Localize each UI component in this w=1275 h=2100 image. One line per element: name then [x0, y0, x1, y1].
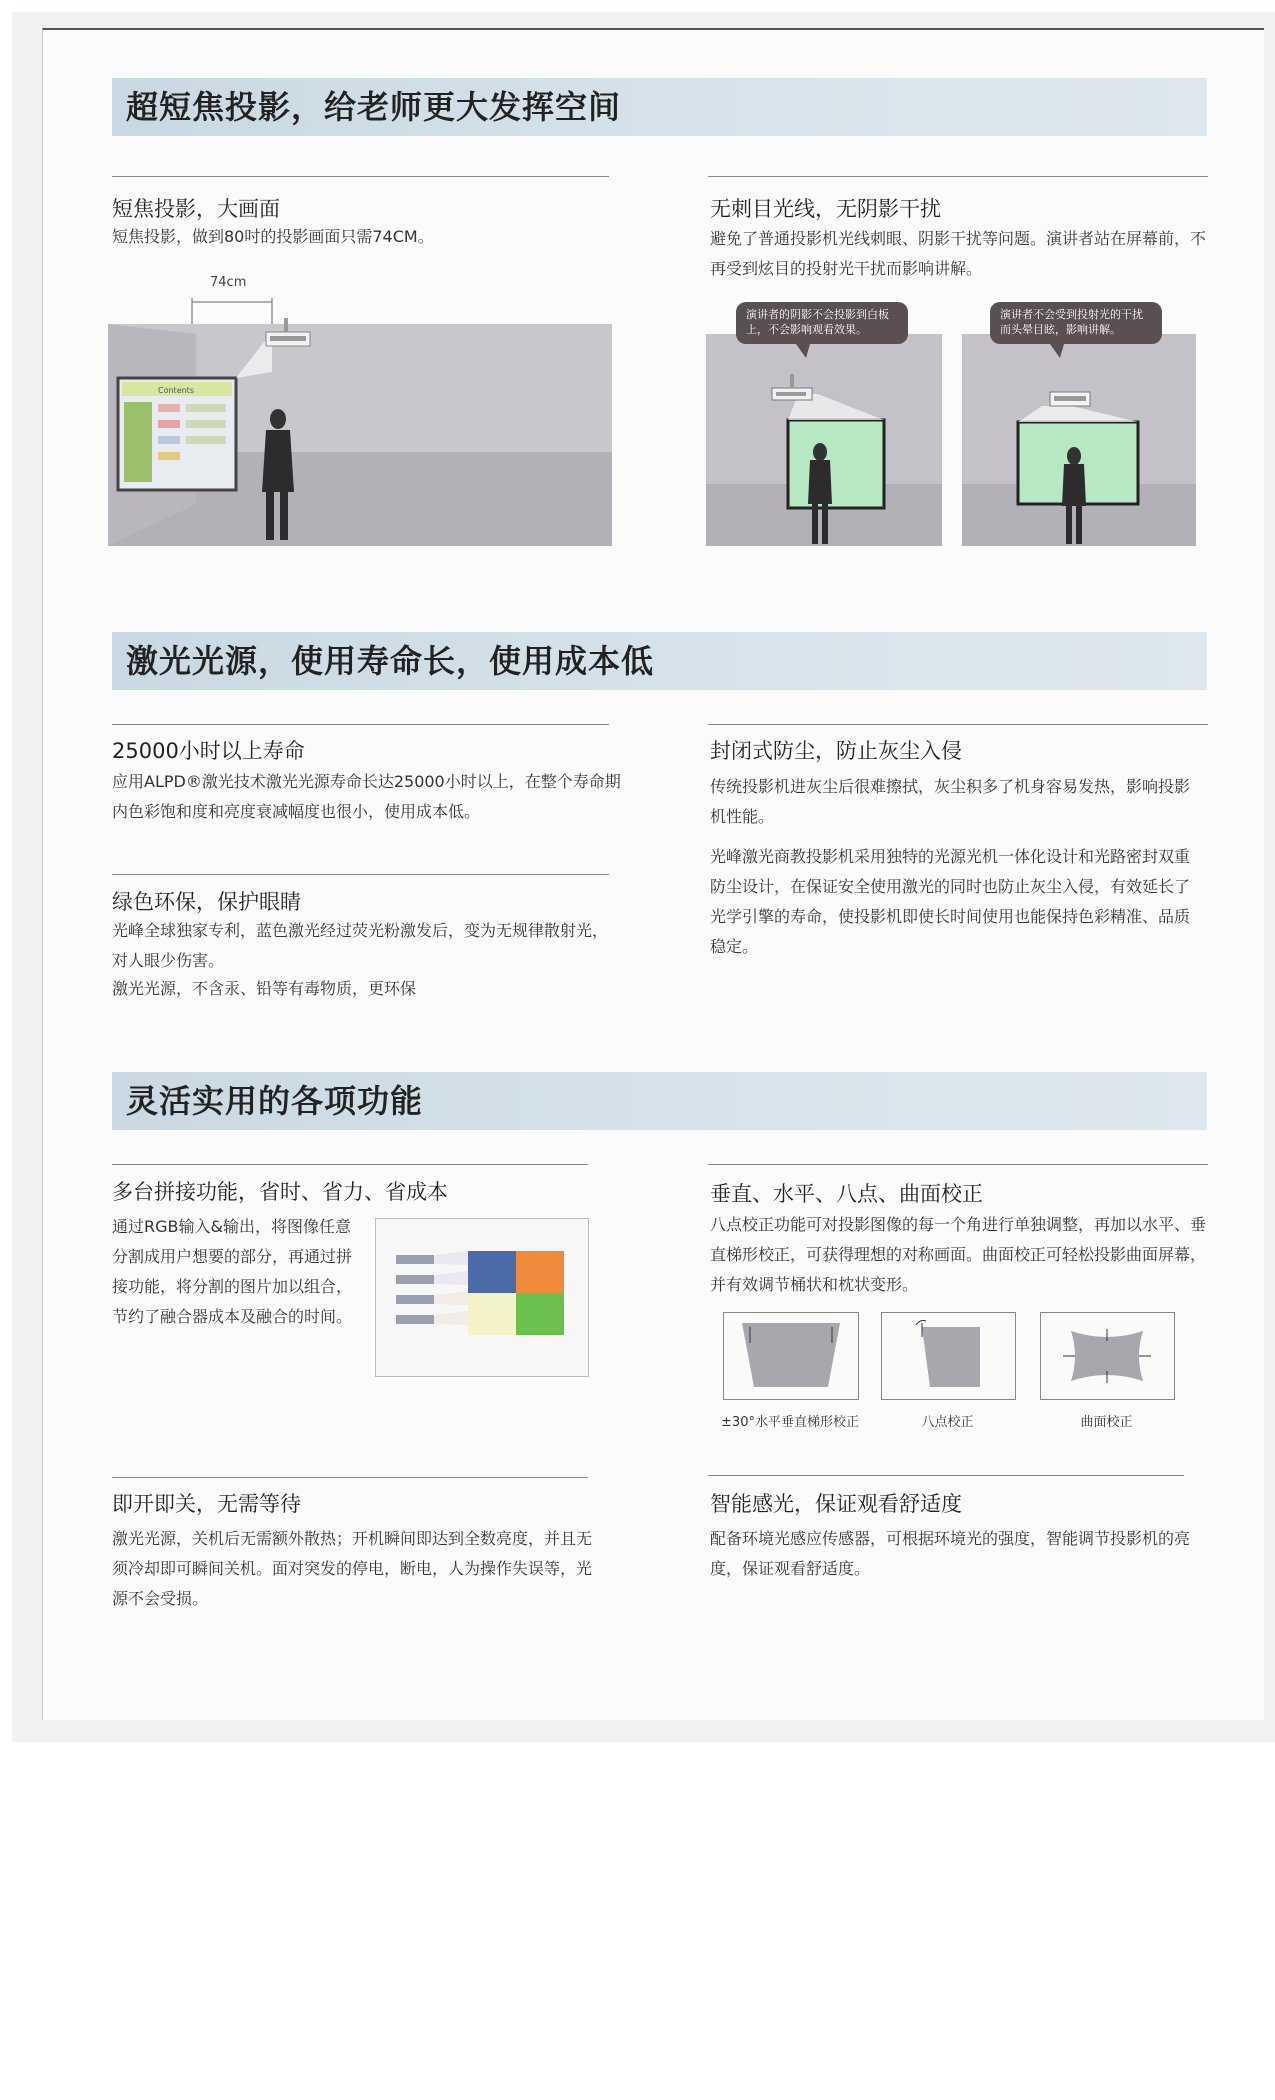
stitching-illustration — [375, 1218, 589, 1377]
stitching-text: 通过RGB输入&输出，将图像任意分割成用户想要的部分，再通过拼接功能，将分割的图片加以组合，节约了融合器成本及融合的时间。 — [112, 1217, 353, 1326]
section2-header — [112, 632, 1207, 690]
section1-title: 超短焦投影，给老师更大发挥空间 — [126, 88, 622, 126]
curved-caption: 曲面校正 — [1080, 1415, 1133, 1430]
curved-correction-illustration — [1040, 1312, 1175, 1400]
divider — [708, 1475, 1184, 1476]
lifespan-subtitle: 25000小时以上寿命 — [112, 739, 305, 763]
stitching-subtitle: 多台拼接功能，省时、省力、省成本 — [112, 1180, 448, 1204]
eco-subtitle: 绿色环保，保护眼睛 — [112, 890, 301, 914]
no-glare-subtitle: 无刺目光线，无阴影干扰 — [710, 197, 941, 221]
divider — [708, 176, 1208, 177]
keystone-correction-illustration — [723, 1312, 859, 1400]
keystone-caption: ±30°水平垂直梯形校正 — [721, 1415, 859, 1430]
eight-point-caption: 八点校正 — [921, 1415, 974, 1430]
dustproof-subtitle: 封闭式防尘，防止灰尘入侵 — [710, 739, 962, 763]
divider — [708, 1164, 1208, 1165]
short-throw-illustration — [106, 272, 612, 548]
dimension-label: 74cm — [210, 275, 247, 290]
correction-text: 八点校正功能可对投影图像的每一个角进行单独调整，再加以水平、垂直梯形校正，可获得理想的对称画面。曲面校正可轻松投影曲面屏幕，并有效调节桶状和枕状变形。 — [710, 1215, 1207, 1294]
no-shadow-illustration — [706, 334, 942, 546]
dustproof-text: 传统投影机进灰尘后很难擦拭，灰尘积多了机身容易发热，影响投影机性能。 — [710, 777, 1191, 826]
eco-text: 光峰全球独家专利，蓝色激光经过荧光粉激发后，变为无规律散射光，对人眼少伤害。 — [112, 921, 609, 970]
divider — [112, 874, 609, 875]
instant-on-subtitle: 即开即关，无需等待 — [112, 1492, 301, 1516]
no-shadow-callout: 演讲者的阴影不会投影到白板上，不会影响观看效果。 — [736, 302, 908, 344]
divider — [112, 176, 609, 177]
dustproof-text-2: 光峰激光商教投影机采用独特的光源光机一体化设计和光路密封双重防尘设计，在保证安全使用激光的同时也防止灰尘入侵，有效延长了光学引擎的寿命，使投影机即使长时间使用也能保持色彩精准、品质稳定。 — [710, 847, 1191, 956]
instant-on-text: 激光光源，关机后无需额外散热；开机瞬间即达到全数亮度，并且无须冷却即可瞬间关机。面对突发的停电，断电，人为操作失误等，光源不会受损。 — [112, 1529, 593, 1608]
lifespan-text: 应用ALPD®激光技术激光光源寿命长达25000小时以上，在整个寿命期内色彩饱和度和亮度衰减幅度也很小，使用成本低。 — [112, 772, 621, 821]
divider — [112, 724, 609, 725]
eco-text-2: 激光光源，不含汞、铅等有毒物质，更环保 — [112, 979, 417, 998]
section3-header — [112, 1072, 1207, 1130]
correction-subtitle: 垂直、水平、八点、曲面校正 — [710, 1182, 983, 1206]
short-throw-subtitle: 短焦投影，大画面 — [112, 197, 280, 221]
divider — [112, 1477, 588, 1478]
divider — [708, 724, 1208, 725]
no-glare-text: 避免了普通投影机光线刺眼、阴影干扰等问题。演讲者站在屏幕前，不再受到炫目的投射光干扰而影响讲解。 — [710, 229, 1207, 278]
divider — [112, 1164, 588, 1165]
screen-title: Contents — [158, 386, 194, 395]
light-sensor-subtitle: 智能感光，保证观看舒适度 — [710, 1492, 962, 1516]
section2-title: 激光光源，使用寿命长，使用成本低 — [126, 642, 655, 680]
light-sensor-text: 配备环境光感应传感器，可根据环境光的强度，智能调节投影机的亮度，保证观看舒适度。 — [710, 1529, 1191, 1578]
section1-header — [112, 78, 1207, 136]
section3-title: 灵活实用的各项功能 — [126, 1082, 424, 1120]
eight-point-correction-illustration — [881, 1312, 1016, 1400]
no-glare-callout: 演讲者不会受到投射光的干扰而头晕目眩，影响讲解。 — [990, 302, 1162, 344]
no-glare-illustration — [962, 334, 1196, 546]
short-throw-text: 短焦投影，做到80吋的投影画面只需74CM。 — [112, 227, 434, 246]
